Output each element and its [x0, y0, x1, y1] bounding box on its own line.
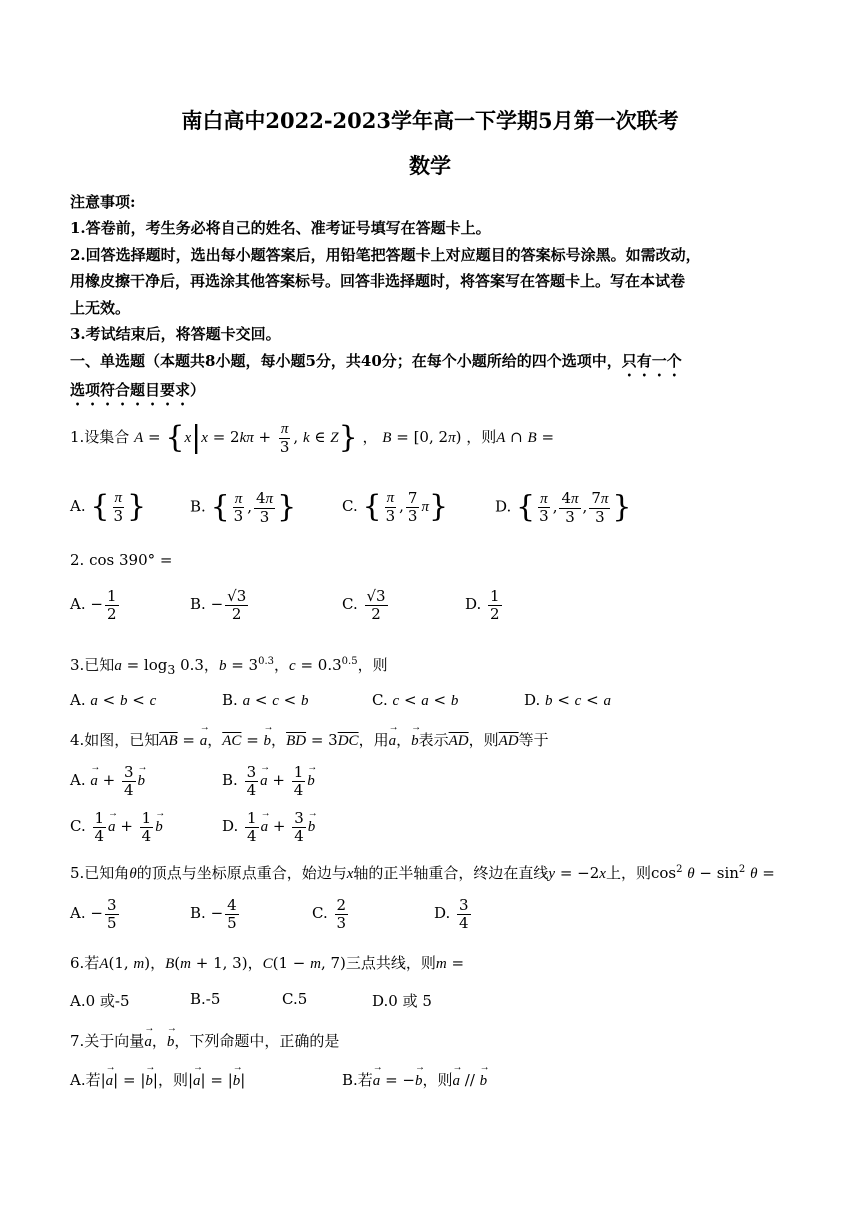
question-7-option-b-label: B.若 — [342, 1071, 373, 1089]
section-1-emphasis-1: 只有一个 — [621, 352, 682, 370]
question-4-option-c[interactable]: C. $\frac{1}{4}$ → a + $\frac{1}{4}$ → b — [70, 810, 163, 844]
question-5-option-b-label: B. — [190, 904, 206, 922]
question-4-text-2: 表示 — [418, 731, 449, 749]
question-3-option-a-label: A. — [70, 691, 86, 709]
section-1-heading-line-2 — [70, 379, 205, 409]
question-5-option-d-label: D. — [434, 904, 451, 922]
question-4-text-1: ，用 — [358, 731, 389, 749]
notice-item-3: 3.考试结束后，将答题卡交回。 — [70, 325, 281, 343]
question-1-option-c[interactable]: C. { $\frac{\pi}{3}$ , $\frac{7}{3}$ π} — [342, 489, 449, 525]
question-7-option-a-label: A.若 — [70, 1071, 101, 1089]
question-6-option-d[interactable]: D.0 或 5 — [372, 992, 432, 1010]
question-1-stem: 1.设集合 A = {x|x = 2kπ + $\frac{\pi}{3}$ , k ∈ Z} ， B = [0, 2π) ，则A ∩ B = — [70, 420, 555, 456]
notice-heading: 注意事项: — [70, 193, 136, 211]
question-5-option-c[interactable]: C. $\frac{2}{3}$ — [312, 896, 347, 932]
question-2-prefix: 2. — [70, 551, 85, 569]
question-2-option-c-label: C. — [342, 595, 358, 613]
question-5-option-c-label: C. — [312, 904, 328, 922]
question-6-option-c[interactable]: C.5 — [282, 990, 308, 1008]
question-1-suffix: ，则 — [466, 428, 497, 446]
question-1-option-a-label: A. — [70, 497, 86, 515]
question-7-prefix: 7.关于向量 — [70, 1032, 145, 1050]
question-3-option-d[interactable]: D. b < c < a — [524, 691, 611, 709]
question-3-option-a[interactable]: A. a < b < c — [70, 691, 157, 709]
question-6-stem: 6.若A(1, m)，B(m + 1, 3)，C(1 − m, 7)三点共线，则m = — [70, 954, 465, 972]
question-1-separator: ， — [362, 428, 378, 446]
section-1-heading — [70, 350, 682, 380]
question-3-option-c[interactable]: C. c < a < b — [372, 691, 459, 709]
exam-title: 南白高中2022-2023学年高一下学期5月第一次联考 — [181, 108, 679, 133]
question-4-stem: 4.如图，已知$\overline{AB}$ = → a，$\overline{AC}$ = → b，$\overline{BD} = 3\overline{DC}$，用→ a，→ b表示$\overline{AD}$，则$\overline{AD}$等于 — [70, 729, 549, 750]
question-3-option-c-label: C. — [372, 691, 388, 709]
question-5-option-b[interactable]: B. − $\frac{4}{5}$ — [190, 896, 237, 932]
question-5-text-1: 的顶点与坐标原点重合，始边与 — [136, 864, 347, 882]
question-2-stem: 2. cos 390° = — [70, 551, 173, 569]
question-2-option-a-label: A. — [70, 595, 86, 613]
question-1-option-d-label: D. — [495, 497, 512, 516]
question-4-prefix: 4.如图，已知 — [70, 731, 160, 749]
question-7-option-a[interactable]: A.若|→ a| = |→ b|，则|→ a| = |→ b| — [70, 1069, 245, 1090]
question-1-option-a[interactable]: A. { $\frac{\pi}{3}$ } — [70, 489, 147, 525]
question-6-option-a[interactable]: A.0 或-5 — [70, 992, 130, 1010]
question-4-option-d[interactable]: D. $\frac{1}{4}$ → a + $\frac{3}{4}$ → b — [222, 810, 315, 844]
question-7-option-b[interactable]: B.若→ a = −→ b，则→ a // → b — [342, 1069, 487, 1090]
question-1-option-b-label: B. — [190, 497, 206, 516]
question-5-text-2: 轴的正半轴重合，终边在直线 — [353, 864, 549, 882]
section-1-heading-text: 一、单选题（本题共8小题，每小题5分，共40分；在每个小题所给的四个选项中， — [70, 352, 622, 370]
notice-item-2-line-2: 用橡皮擦干净后，再选涂其他答案标号。回答非选择题时，将答案写在答题卡上。写在本试卷 — [70, 272, 686, 290]
question-4-option-a[interactable]: A. → a + $\frac{3}{4}$ → b — [70, 764, 145, 798]
question-7-text-1: ，下列命题中，正确的是 — [174, 1032, 340, 1050]
question-5-text-3: 上，则 — [605, 864, 651, 882]
question-6-text-1: 三点共线，则 — [345, 954, 436, 972]
question-7-option-a-text: ，则 — [157, 1071, 188, 1089]
notice-item-2-line-3: 上无效。 — [70, 299, 131, 317]
question-3-option-d-label: D. — [524, 691, 541, 709]
notice-item-1: 1.答卷前，考生务必将自己的姓名、准考证号填写在答题卡上。 — [70, 219, 491, 237]
question-2-option-d[interactable]: D. $\frac{1}{2}$ — [465, 587, 500, 623]
question-7-option-b-text: ，则 — [422, 1071, 453, 1089]
question-2-option-c[interactable]: C. $\frac{√3}{2}$ — [342, 587, 386, 623]
question-4-option-b-label: B. — [222, 771, 238, 789]
question-3-suffix: ，则 — [357, 656, 388, 674]
question-3-stem: 3.已知$a = \log_3 0.3$，$b = 3^{0.3}$，$c = 0.3^{0.5}$，则 — [70, 656, 388, 677]
question-5-option-d[interactable]: D. $\frac{3}{4}$ — [434, 896, 469, 932]
exam-subject: 数学 — [409, 153, 451, 178]
question-2-option-b-label: B. — [190, 595, 206, 613]
question-7-stem: 7.关于向量→ a，→ b，下列命题中，正确的是 — [70, 1030, 339, 1051]
question-2-option-a[interactable]: A. − $\frac{1}{2}$ — [70, 587, 117, 623]
section-1-emphasis-2: 选项符合题目要求 — [70, 381, 191, 399]
question-4-text-4: 等于 — [518, 731, 549, 749]
question-4-text-3: ，则 — [468, 731, 499, 749]
question-4-option-a-label: A. — [70, 771, 86, 789]
section-1-heading-end: ） — [190, 381, 206, 399]
question-6-prefix: 6.若 — [70, 954, 100, 972]
question-3-option-b-label: B. — [222, 691, 238, 709]
question-1-prefix: 1.设集合 — [70, 428, 130, 446]
question-5-stem: 5.已知角θ的顶点与坐标原点重合，始边与x轴的正半轴重合，终边在直线y = −2x上，则$\cos^2 \theta - \sin^2 \theta$ = — [70, 864, 775, 882]
question-4-option-d-label: D. — [222, 817, 239, 835]
question-2-option-b[interactable]: B. − $\frac{√3}{2}$ — [190, 587, 247, 623]
notice-item-2-line-1: 2.回答选择题时，选出每小题答案后，用铅笔把答题卡上对应题目的答案标号涂黑。如需改动， — [70, 246, 701, 264]
question-4-option-c-label: C. — [70, 817, 86, 835]
question-1-option-c-label: C. — [342, 497, 358, 515]
question-4-option-b[interactable]: B. $\frac{3}{4}$ → a + $\frac{1}{4}$ → b — [222, 764, 315, 798]
question-5-prefix: 5.已知角 — [70, 864, 130, 882]
question-1-option-d[interactable]: D. { $\frac{\pi}{3}$ , $\frac{4\pi}{3}$ , $\frac{7\pi}{3}$ } — [495, 489, 632, 526]
question-5-option-a[interactable]: A. − $\frac{3}{5}$ — [70, 896, 117, 932]
question-6-option-b[interactable]: B.-5 — [190, 990, 221, 1008]
question-3-option-b[interactable]: B. a < c < b — [222, 691, 309, 709]
question-3-prefix: 3.已知 — [70, 656, 115, 674]
question-2-option-d-label: D. — [465, 595, 482, 613]
question-1-option-b[interactable]: B. { $\frac{\pi}{3}$ , $\frac{4\pi}{3}$ } — [190, 489, 297, 526]
question-5-option-a-label: A. — [70, 904, 86, 922]
